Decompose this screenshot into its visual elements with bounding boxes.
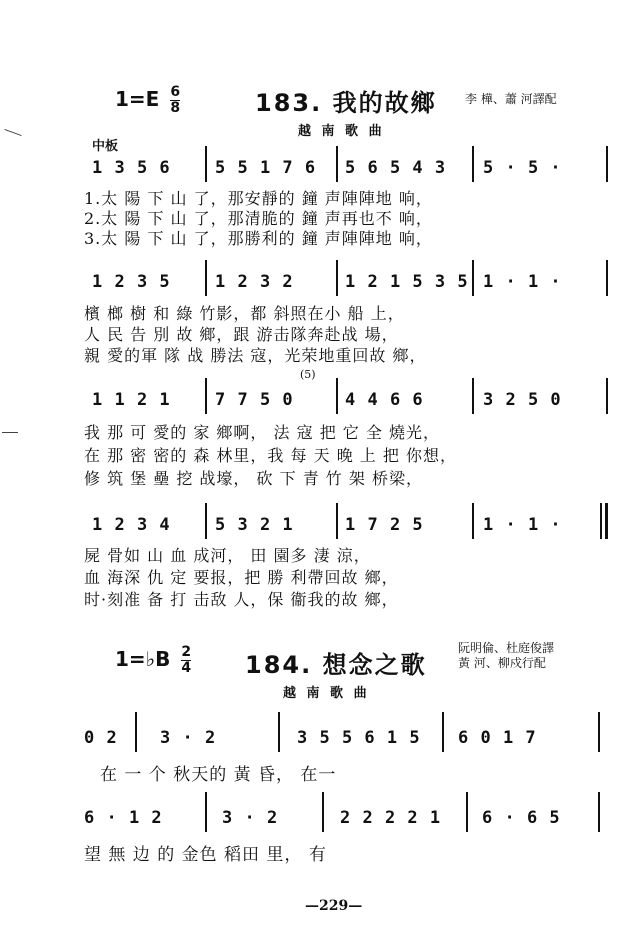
barline: [598, 792, 600, 832]
barline: [336, 260, 338, 296]
scan-mark: [4, 129, 21, 136]
s183-sys1-lyric1: 1.太 陽 下 山 了，那安靜的 鐘 声陣陣地 响，: [84, 189, 433, 208]
s183-sys3-bar3: 4 4 6 6: [345, 390, 424, 410]
song184-credit-line2: 黃 河、柳戍行配: [458, 656, 546, 670]
barline: [135, 712, 137, 752]
s184-sys1-bar3: 3 5 5 6 1 5: [297, 728, 421, 748]
barline: [205, 260, 207, 296]
barline: [472, 503, 474, 539]
s184-sys2-bar1: 6 · 1 2: [84, 808, 163, 828]
s184-sys1-bar2: 3 · 2: [160, 728, 217, 748]
s183-sys4-bar4: 1 · 1 ·: [483, 515, 562, 535]
barline: [606, 146, 608, 182]
s183-sys4-bar1: 1 2 3 4: [92, 515, 171, 535]
barline: [466, 792, 468, 832]
barline: [278, 712, 280, 752]
s183-sys4-bar2: 5 3 2 1: [215, 515, 294, 535]
s183-sys1-lyric3: 3.太 陽 下 山 了，那勝利的 鐘 声陣陣地 响，: [84, 229, 433, 248]
barline: [472, 260, 474, 296]
s183-sys3-bar1: 1 1 2 1: [92, 390, 171, 410]
barline: [205, 503, 207, 539]
song184-origin: 越 南 歌 曲: [283, 686, 370, 701]
song184-meter-bottom: 4: [181, 660, 192, 676]
s183-sys4-lyric1: 屍 骨如 山 血 成河， 田 園多 淒 涼，: [84, 546, 371, 565]
s184-sys2-bar4: 6 · 6 5: [482, 808, 561, 828]
song183-origin: 越 南 歌 曲: [298, 124, 385, 139]
s183-sys1-lyric2: 2.太 陽 下 山 了，那清脆的 鐘 声再也不 响，: [84, 209, 433, 228]
s184-sys2-lyric: 望 無 边 的 金色 稻田 里， 有: [84, 845, 327, 865]
barline: [606, 260, 608, 296]
song183-credit: 李 樺、蕭 河譯配: [465, 92, 557, 106]
s183-sys1-bar3: 5 6 5 4 3: [345, 158, 447, 178]
barline: [336, 146, 338, 182]
s183-sys2-bar3: 1 2 1 5 3 5: [345, 272, 469, 292]
s183-sys3-bar2: 7 7 5 0: [215, 390, 294, 410]
barline: [472, 378, 474, 414]
song183-key: [115, 85, 180, 116]
barline: [322, 792, 324, 832]
scan-mark: [2, 432, 18, 433]
song183-title: 183. 我的故鄉: [255, 89, 437, 117]
song184-time-signature: [181, 645, 191, 676]
s183-sys3-lyric2: 在 那 密 密的 森 林里，我 每 天 晚 上 把 你想，: [84, 446, 457, 465]
s183-sys2-bar1: 1 2 3 5: [92, 272, 171, 292]
s183-sys4-lyric2: 血 海深 仇 定 要报，把 勝 利帶回故 鄉，: [84, 568, 399, 587]
barline: [472, 146, 474, 182]
song184-key-text: 1=♭B: [115, 647, 171, 671]
song183-meter-top: 6: [170, 84, 181, 100]
song183-meter-bottom: 8: [170, 100, 181, 116]
s183-sys2-lyric1: 檳 榔 樹 和 綠 竹影，都 斜照在小 船 上，: [84, 304, 405, 323]
s183-sys3-bar4: 3 2 5 0: [483, 390, 562, 410]
barline: [606, 378, 608, 414]
barline: [205, 146, 207, 182]
final-barline-thin: [600, 503, 602, 539]
rehearsal-mark: (5): [300, 368, 316, 381]
song183-key-text: 1=E: [115, 87, 160, 111]
song184-meter-top: 2: [181, 644, 192, 660]
s184-sys1-bar1: 0 2: [84, 728, 118, 748]
song183-tempo: 中板: [92, 139, 119, 154]
barline: [598, 712, 600, 752]
barline: [336, 378, 338, 414]
barline: [205, 378, 207, 414]
s183-sys4-bar3: 1 7 2 5: [345, 515, 424, 535]
song184-credit-line1: 阮明倫、杜庭俊譯: [458, 641, 555, 655]
s183-sys3-lyric1: 我 那 可 愛的 家 鄉啊， 法 寇 把 它 全 燒光，: [84, 423, 440, 442]
s184-sys1-bar4: 6 0 1 7: [458, 728, 537, 748]
s183-sys2-bar4: 1 · 1 ·: [483, 272, 562, 292]
barline: [336, 503, 338, 539]
s183-sys1-bar1: 1 3 5 6: [92, 158, 171, 178]
s183-sys2-lyric2: 人 民 告 別 故 鄉，跟 游击隊奔赴战 場，: [84, 325, 399, 344]
s183-sys4-lyric3: 时·刻准 备 打 击敌 人，保 衞我的故 鄉，: [84, 590, 399, 609]
s184-sys1-lyric: 在 一 个 秋天的 黃 昏， 在一: [100, 765, 337, 785]
barline: [205, 792, 207, 832]
s184-sys2-bar3: 2 2 2 2 1: [340, 808, 442, 828]
s183-sys1-bar2: 5 5 1 7 6: [215, 158, 317, 178]
s184-sys2-bar2: 3 · 2: [222, 808, 279, 828]
page-number: —229—: [305, 898, 363, 914]
final-barline-thick: [605, 503, 608, 539]
s183-sys2-bar2: 1 2 3 2: [215, 272, 294, 292]
s183-sys3-lyric3: 修 筑 堡 壘 挖 战壕， 砍 下 青 竹 架 桥梁，: [84, 469, 423, 488]
s183-sys2-lyric3: 親 愛的軍 隊 战 勝法 寇，光荣地重回故 鄉，: [84, 346, 427, 365]
s183-sys1-bar4: 5 · 5 ·: [483, 158, 562, 178]
song183-time-signature: [170, 85, 180, 116]
song184-key: [115, 645, 191, 676]
barline: [442, 712, 444, 752]
song184-title: 184. 想念之歌: [245, 651, 427, 679]
